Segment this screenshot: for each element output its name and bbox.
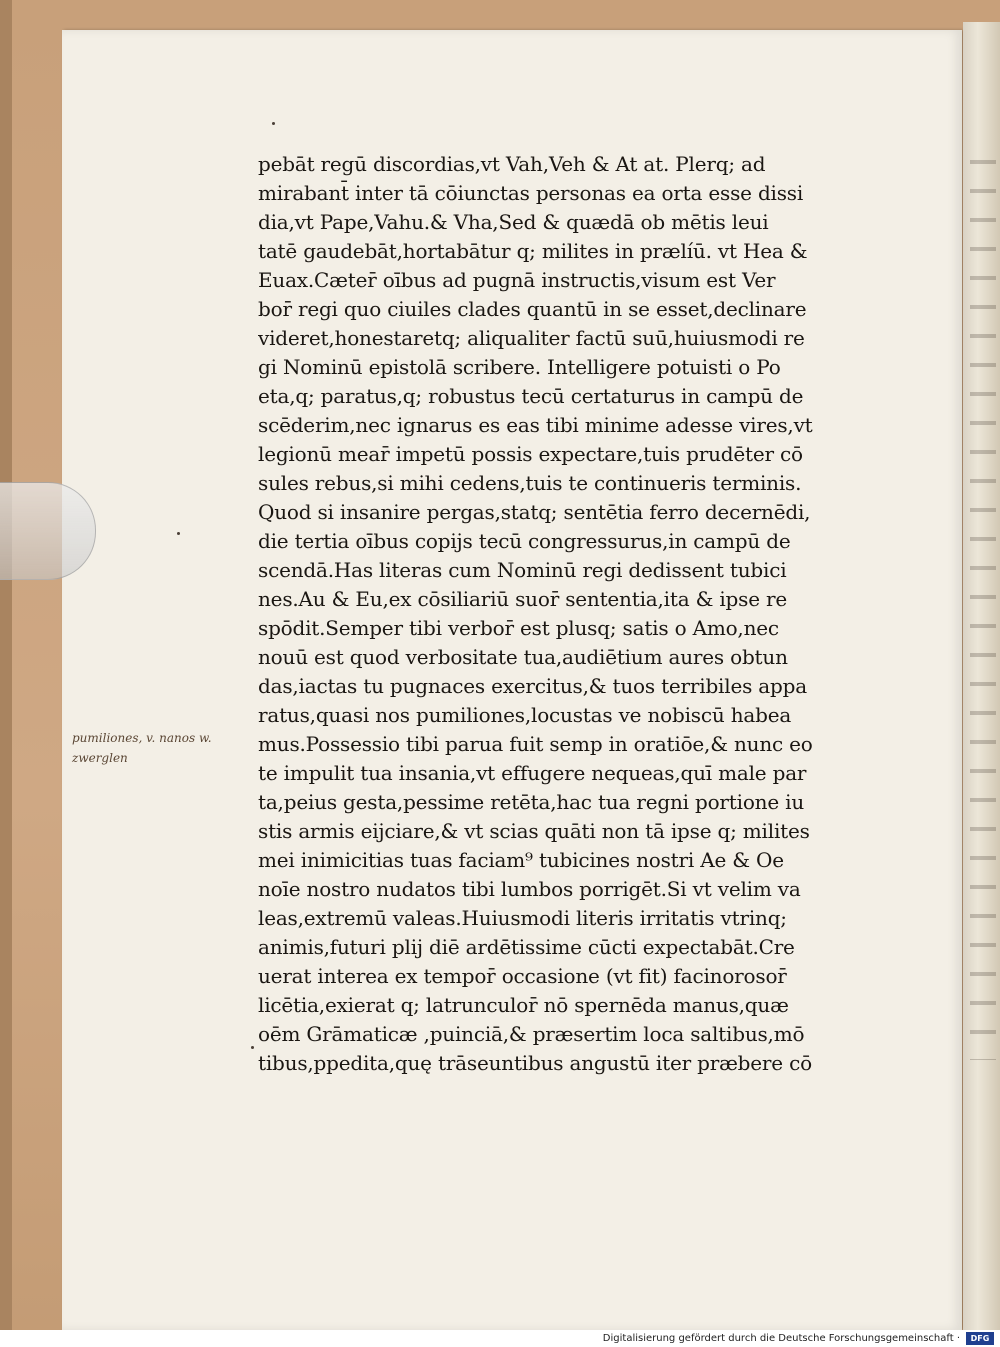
marginal-note-line: zwerglen [72, 751, 128, 765]
text-line: uerat interea ex tempor̄ occasione (vt fit) facinorosor̄ [258, 964, 787, 988]
marginal-note-line: pumiliones, v. nanos w. [72, 731, 212, 745]
ink-speck [177, 532, 180, 535]
text-line: legionū mear̄ impetū possis expectare,tuis prudēter cō [258, 442, 803, 466]
footer-bar [0, 1330, 1000, 1347]
text-line: noīe nostro nudatos tibi lumbos porrigēt.Si vt velim va [258, 877, 801, 901]
text-line: leas,extremū valeas.Huiusmodi literis irritatis vtrinq; [258, 906, 787, 930]
body-text [258, 150, 878, 1078]
text-line: ta,peius gesta,pessime retēta,hac tua regni portione iu [258, 790, 805, 814]
text-line: Euax.Cæter̄ oībus ad pugnā instructis,visum est Ver [258, 268, 776, 292]
text-line: mus.Possessio tibi parua fuit semp in oratiōe,& nunc eo [258, 732, 813, 756]
page-clip [0, 482, 96, 580]
ink-speck [272, 122, 275, 125]
text-line: scendā.Has literas cum Nominū regi dedissent tubici [258, 558, 787, 582]
text-line: tibus,ppedita,quę trāseuntibus angustū iter præbere cō [258, 1051, 812, 1075]
facing-page-text-bleed [970, 160, 996, 1060]
dfg-logo: DFG [966, 1332, 994, 1345]
text-line: ratus,quasi nos pumiliones,locustas ve nobiscū habea [258, 703, 792, 727]
cover-edge [0, 0, 12, 1330]
text-line: sules rebus,si mihi cedens,tuis te continueris terminis. [258, 471, 802, 495]
text-line: die tertia oībus copijs tecū congressurus,in campū de [258, 529, 791, 553]
text-line: mirabant̄ inter tā cōiunctas personas ea orta esse dissi [258, 181, 804, 205]
text-line: nouū est quod verbositate tua,audiētium aures obtun [258, 645, 788, 669]
text-line: nes.Au & Eu,ex cōsiliariū suor̄ sententia,ita & ipse re [258, 587, 787, 611]
ink-speck [251, 1046, 254, 1049]
text-line: das,iactas tu pugnaces exercitus,& tuos terribiles appa [258, 674, 807, 698]
text-line: animis,futuri plij diē ardētissime cūcti expectabāt.Cre [258, 935, 795, 959]
funding-credit: Digitalisierung gefördert durch die Deutsche Forschungsgemeinschaft · [602, 1333, 960, 1344]
text-line: mei inimicitias tuas faciam⁹ tubicines nostri Ae & Oe [258, 848, 784, 872]
text-line: scēderim,nec ignarus es eas tibi minime adesse vires,vt [258, 413, 813, 437]
text-line: te impulit tua insania,vt effugere nequeas,quī male par [258, 761, 807, 785]
text-line: stis armis eijciare,& vt scias quāti non tā ipse q; milites [258, 819, 810, 843]
text-line: eta,q; paratus,q; robustus tecū certaturus in campū de [258, 384, 804, 408]
text-line: bor̄ regi quo ciuiles clades quantū in se esset,declinare [258, 297, 807, 321]
marginal-note [72, 728, 262, 768]
text-line: videret,honestaretq; aliqualiter factū suū,huiusmodi re [258, 326, 805, 350]
text-line: gi Nominū epistolā scribere. Intelligere potuisti o Po [258, 355, 781, 379]
text-line: licētia,exierat q; latrunculor̄ nō spernēda manus,quæ [258, 993, 789, 1017]
text-line: dia,vt Pape,Vahu.& Vha,Sed & quædā ob mētis leui [258, 210, 769, 234]
text-line: spōdit.Semper tibi verbor̄ est plusq; satis o Amo,nec [258, 616, 779, 640]
text-line: pebāt regū discordias,vt Vah,Veh & At at. Plerq; ad [258, 152, 766, 176]
text-line: tatē gaudebāt,hortabātur q; milites in prælíū. vt Hea & [258, 239, 808, 263]
text-line: Quod si insanire pergas,statq; sentētia ferro decernēdi, [258, 500, 811, 524]
text-line: oēm Grāmaticæ ,puinciā,& præsertim loca saltibus,mō [258, 1022, 805, 1046]
